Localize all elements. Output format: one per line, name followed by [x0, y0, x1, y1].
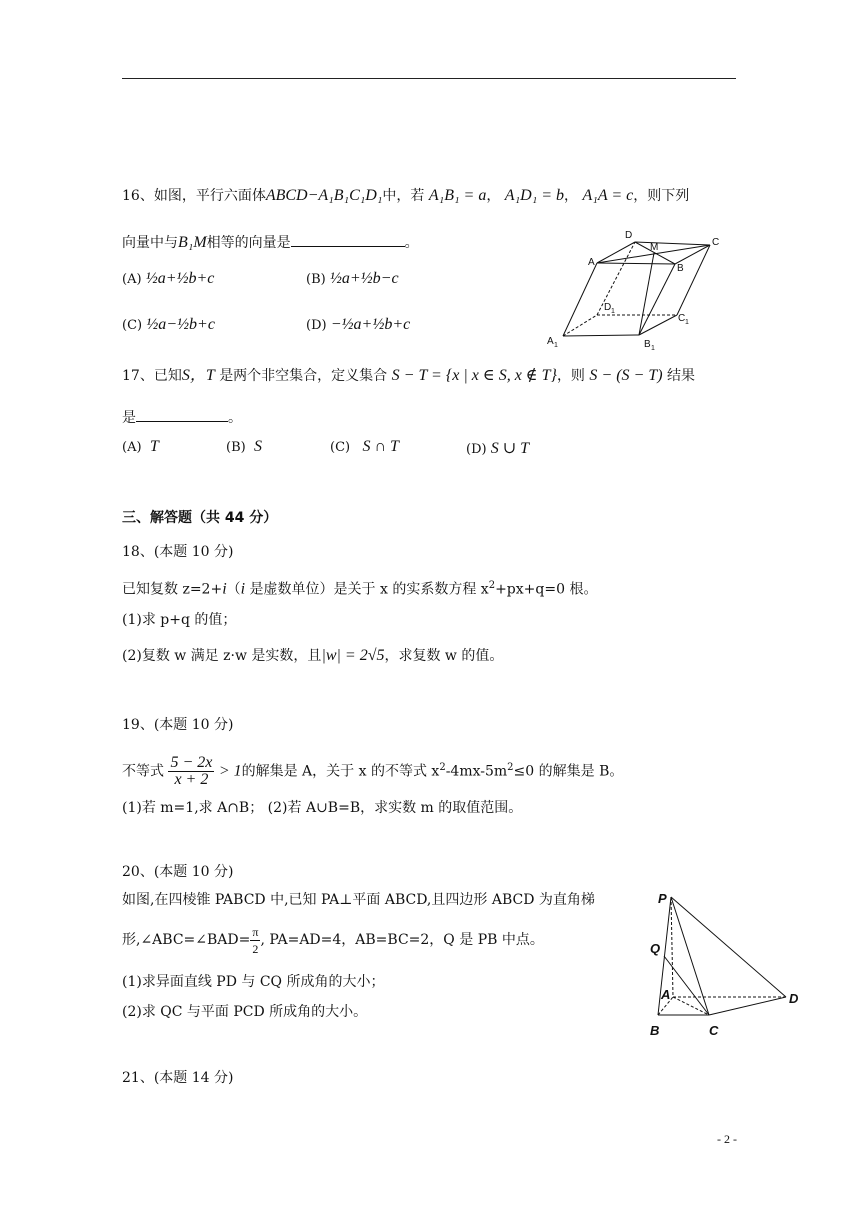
q16-option-c[interactable]: (C) ½a−½b+c: [122, 316, 215, 333]
fig-label-pd: D: [789, 991, 799, 1006]
q16-text-c: ，则下列: [633, 188, 690, 204]
q19-heading: 19、(本题 10 分): [122, 717, 234, 733]
q20-line2: 形,∠ABC=∠BAD= $\frac{\pi}{2}$ , PA=AD=4，AB=BC=2，Q 是 PB 中点。: [122, 924, 544, 956]
q17-option-b[interactable]: (B) S: [226, 438, 262, 455]
q16-option-b-expr: ½a+½b−c: [329, 270, 399, 287]
q20-line1: 如图,在四棱锥 PABCD 中,已知 PA⊥平面 ABCD,且四边形 ABCD 为直角梯: [122, 892, 595, 908]
fig-label-m: M: [650, 242, 659, 253]
q18-part1: (1)求 p+q 的值；: [122, 612, 237, 628]
fig-label-pc: C: [709, 1023, 719, 1038]
fig-label-c1: C: [678, 313, 686, 324]
fig-label-b1: B: [644, 339, 651, 350]
q17-option-d[interactable]: (D) S ∪ T: [466, 440, 530, 457]
q16-answer-blank[interactable]: [291, 246, 405, 247]
fig-sub-c1: 1: [685, 319, 689, 326]
q16-eq3: A₁A = c: [582, 187, 634, 204]
q16-eq2: A₁D₁ = b: [504, 187, 565, 204]
q18-statement: 已知复数 z=2+i（i 是虚数单位）是关于 x 的实系数方程 $x^2+px+q=0$ 根。: [122, 580, 598, 598]
fig-label-q: Q: [650, 941, 661, 956]
q16-option-d[interactable]: (D) −½a+½b+c: [306, 316, 411, 333]
page-number: - 2 -: [717, 1132, 737, 1146]
q17-option-a[interactable]: (A) T: [122, 438, 159, 455]
q20-part2: (2)求 QC 与平面 PCD 所成角的大小。: [122, 1004, 368, 1020]
q17-expression: S − (S − T): [589, 367, 663, 384]
pyramid-figure: [640, 885, 810, 1045]
fig-sub-b1: 1: [651, 345, 655, 352]
q16-option-a[interactable]: (A) ½a+½b+c: [122, 270, 215, 287]
q20-part1: (1)求异面直线 PD 与 CQ 所成角的大小；: [122, 974, 385, 990]
q20-heading: 20、(本题 10 分): [122, 864, 234, 880]
q17-answer-blank[interactable]: [136, 421, 228, 422]
fig-label-a: A: [588, 257, 595, 268]
q17-line1: 17、已知S，T 是两个非空集合，定义集合 S − T = {x | x ∈ S, x ∉ T}，则 S − (S − T) 结果: [122, 367, 695, 384]
q17-definition: S − T = {x | x ∈ S, x ∉ T}: [391, 367, 557, 384]
fig-label-p: P: [658, 891, 667, 906]
q17-vars: S，T: [181, 367, 215, 384]
q16-text-b: 中，若: [382, 188, 425, 204]
fig-label-d: D: [625, 230, 633, 241]
q17-option-c[interactable]: (C) S ∩ T: [330, 438, 399, 455]
fig-sub-d1: 1: [611, 308, 615, 315]
q20-pi-over-2: $\frac{\pi}{2}$: [252, 924, 259, 956]
q16-period: 。: [404, 235, 419, 251]
q16-text: 16、如图，平行六面体: [122, 188, 266, 204]
fig-label-b: B: [677, 263, 684, 274]
q16-option-a-expr: ½a+½b+c: [145, 270, 215, 287]
q19-parts: (1)若 m=1,求 A∩B； (2)若 A∪B=B，求实数 m 的取值范围。: [122, 800, 523, 816]
q16-line1: 16、如图，平行六面体ABCD−A₁B₁C₁D₁中，若 A₁B₁ = a， A₁D₁ = b， A₁A = c，则下列: [122, 187, 690, 204]
q16-text-2a: 向量中与: [122, 235, 178, 251]
q16-option-c-expr: ½a−½b+c: [146, 316, 215, 333]
q18-heading: 18、(本题 10 分): [122, 544, 234, 560]
parallelepiped-figure: [540, 225, 730, 353]
fig-label-c: C: [712, 237, 720, 248]
q17-line2: 是 。: [122, 410, 242, 426]
section-heading: 三、解答题（共 44 分）: [122, 510, 278, 526]
q16-line2: [122, 233, 419, 253]
fig-label-a1: A: [547, 336, 554, 347]
q16-text-2b: 相等的向量是: [206, 235, 291, 251]
fig-label-pb: B: [650, 1023, 660, 1038]
q19-statement: 不等式 $\frac{5 - 2x}{x + 2}$ > 1的解集是 A，关于 x 的不等式 $x^2-4mx-5m^2\le 0$ 的解集是 B。: [122, 754, 624, 789]
q19-fraction: $\frac{5 - 2x}{x + 2}$: [170, 754, 213, 789]
q16-eq1: A₁B₁ = a: [428, 187, 487, 204]
q16-option-b[interactable]: (B) ½a+½b−c: [306, 270, 399, 287]
q16-solid: ABCD−A₁B₁C₁D₁: [265, 187, 383, 204]
fig-label-d1: D: [604, 302, 612, 313]
fig-sub-a1: 1: [554, 342, 558, 349]
q18-abs-w: |w| = 2√5: [321, 647, 385, 664]
q21-heading: 21、(本题 14 分): [122, 1070, 234, 1086]
q16-b1m: B₁M: [178, 234, 207, 251]
q18-part2: (2)复数 w 满足 z·w 是实数，且|w| = 2√5，求复数 w 的值。: [122, 647, 504, 664]
fig-label-pa: A: [661, 987, 671, 1002]
header-rule: [122, 78, 736, 79]
q16-option-d-expr: −½a+½b+c: [330, 316, 411, 333]
